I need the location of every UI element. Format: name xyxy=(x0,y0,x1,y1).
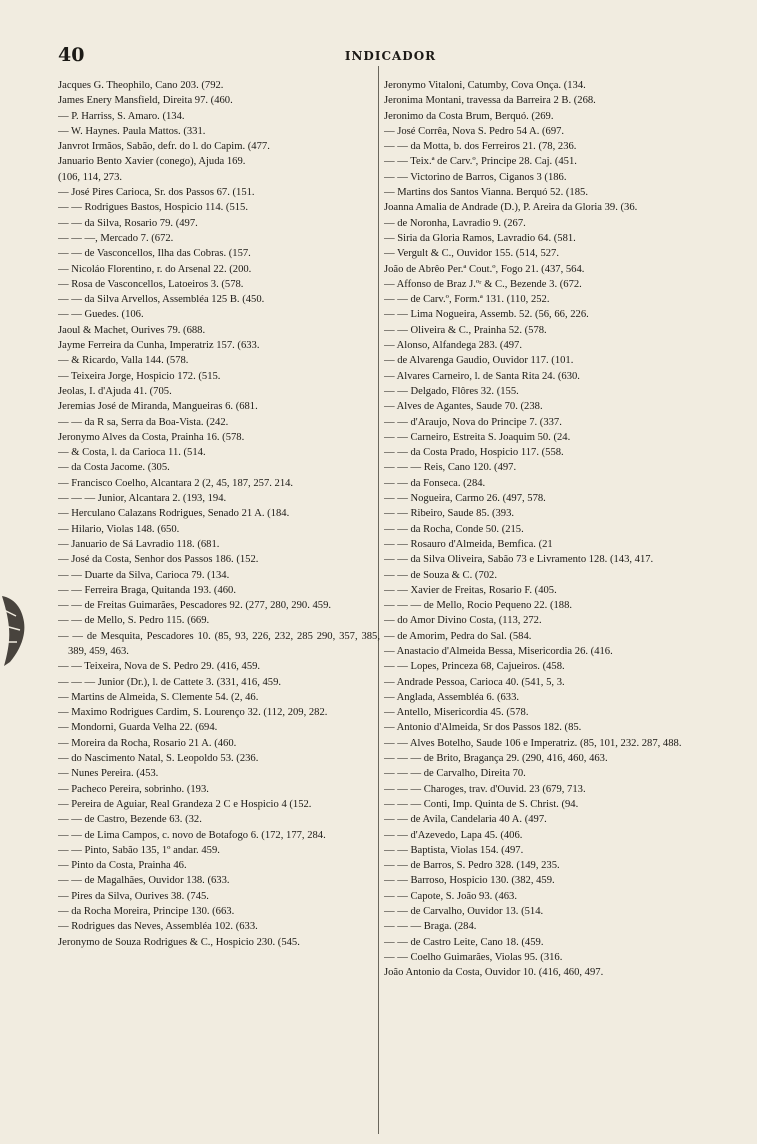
directory-entry: Jacques G. Theophilo, Cano 203. (792. xyxy=(58,80,224,91)
directory-entry: Jeronymo Alves da Costa, Prainha 16. (578. xyxy=(58,431,245,443)
directory-entry: Janvrot Irmãos, Sabão, defr. do l. do Capim. (477. xyxy=(58,141,270,153)
directory-entry: — Siria da Gloria Ramos, Lavradio 64. (581. xyxy=(384,232,576,244)
directory-entry: — Rodrigues das Neves, Assembléa 102. (633. xyxy=(58,921,258,933)
directory-entry: — — Oliveira & C., Prainha 52. (578. xyxy=(384,324,547,336)
directory-entry: Jeronima Montani, travessa da Barreira 2 B. (268. xyxy=(384,95,596,107)
directory-entry: — — de Castro Leite, Cano 18. (459. xyxy=(384,936,544,948)
directory-entry: — Martins de Almeida, S. Clemente 54. (2, 46. xyxy=(58,691,259,703)
directory-entry: — — — de Mello, Rocio Pequeno 22. (188. xyxy=(384,600,573,612)
directory-entry: — — da Silva, Rosario 79. (497. xyxy=(58,217,198,229)
directory-entry: — — de Barros, S. Pedro 328. (149, 235. xyxy=(384,860,560,872)
page-header xyxy=(58,44,723,66)
directory-entry: Januario Bento Xavier (conego), Ajuda 169. xyxy=(58,156,246,168)
directory-entry: Jeronymo de Souza Rodrigues & C., Hospicio 230. (545. xyxy=(58,936,300,948)
directory-entry: — — Nogueira, Carmo 26. (497, 578. xyxy=(384,493,546,505)
directory-entry: João de Abrêo Per.ª Cout.º, Fogo 21. (437, 564. xyxy=(384,263,585,275)
directory-entry: — & Costa, l. da Carioca 11. (514. xyxy=(58,447,206,459)
directory-entry: — — — Junior (Dr.), l. de Cattete 3. (331, 416, 459. xyxy=(58,676,282,688)
right-column xyxy=(384,78,712,981)
directory-entry: — — de Castro, Bezende 63. (32. xyxy=(58,814,202,826)
directory-entry: — Nunes Pereira. (453. xyxy=(58,768,159,780)
directory-entry: — Andrade Pessoa, Carioca 40. (541, 5, 3. xyxy=(384,676,565,688)
directory-entry: — — de Carvalho, Ouvidor 13. (514. xyxy=(384,906,544,918)
directory-entry: — de Amorim, Pedra do Sal. (584. xyxy=(384,630,532,642)
directory-entry: — Teixeira Jorge, Hospicio 172. (515. xyxy=(58,370,221,382)
directory-entry: — Affonso de Braz J.ºʳ & C., Bezende 3. (672. xyxy=(384,278,582,290)
directory-entry: — — — Charoges, trav. d'Ouvid. 23 (679, 713. xyxy=(384,783,586,795)
directory-entry: — Pinto da Costa, Prainha 46. xyxy=(58,860,187,872)
directory-entry: James Enery Mansfield, Direita 97. (460. xyxy=(58,95,233,107)
directory-entry: — Mondorni, Guarda Velha 22. (694. xyxy=(58,722,218,734)
directory-entry: — Antonio d'Almeida, Sr dos Passos 182. (85. xyxy=(384,722,582,734)
directory-entry: — — de Vasconcellos, Ilha das Cobras. (157. xyxy=(58,248,251,260)
directory-entry: — — Guedes. (106. xyxy=(58,309,144,321)
directory-entry: Joanna Amalia de Andrade (D.), P. Areira da Gloria 39. (36. xyxy=(384,202,638,214)
directory-entry: — — Teix.ª de Carv.º, Principe 28. Caj. (451. xyxy=(384,156,577,168)
directory-entry: — — da R sa, Serra da Boa-Vista. (242. xyxy=(58,416,229,428)
directory-entry: — Vergult & C., Ouvidor 155. (514, 527. xyxy=(384,248,559,260)
directory-entry: (106, 114, 273. xyxy=(58,171,123,183)
directory-entry: — — Lopes, Princeza 68, Cajueiros. (458. xyxy=(384,661,565,673)
directory-entry: — de Alvarenga Gaudio, Ouvidor 117. (101. xyxy=(384,355,574,367)
directory-entry: — — Delgado, Flôres 32. (155. xyxy=(384,385,519,397)
directory-entry: — — — Junior, Alcantara 2. (193, 194. xyxy=(58,493,227,505)
directory-entry: — Alvares Carneiro, l. de Santa Rita 24. (630. xyxy=(384,370,580,382)
directory-entry: — Anglada, Assembléa 6. (633. xyxy=(384,691,520,703)
directory-entry: — — Rosauro d'Almeida, Bemfica. (21 xyxy=(384,538,553,550)
directory-entry: — — Ferreira Braga, Quitanda 193. (460. xyxy=(58,584,236,596)
directory-entry: — — da Silva Arvellos, Assembléa 125 B. (450. xyxy=(58,294,265,306)
directory-entry: — de Noronha, Lavradio 9. (267. xyxy=(384,217,526,229)
directory-entry: — — da Costa Prado, Hospicio 117. (558. xyxy=(384,447,564,459)
directory-entry: — Januario de Sá Lavradio 118. (681. xyxy=(58,538,220,550)
directory-entry: — & Ricardo, Valla 144. (578. xyxy=(58,355,189,367)
directory-entry: — — Lima Nogueira, Assemb. 52. (56, 66, 226. xyxy=(384,309,589,321)
directory-entry: — — de Mello, S. Pedro 115. (669. xyxy=(58,615,210,627)
directory-entry: — — Pinto, Sabão 135, 1º andar. 459. xyxy=(58,844,220,856)
running-title: INDICADOR xyxy=(344,49,437,63)
directory-entry: — — de Freitas Guimarães, Pescadores 92. (277, 280, 290. 459. xyxy=(58,600,332,612)
directory-entry: — José da Costa, Senhor dos Passos 186. (152. xyxy=(58,554,259,566)
directory-entry: — W. Haynes. Paula Mattos. (331. xyxy=(58,125,206,137)
directory-entry: — — de Magalhães, Ouvidor 138. (633. xyxy=(58,875,230,887)
directory-entry: — — —, Mercado 7. (672. xyxy=(58,232,174,244)
directory-entry: — — — de Brito, Bragança 29. (290, 416, 460, 463. xyxy=(384,753,608,765)
directory-entry: — — Baptista, Violas 154. (497. xyxy=(384,844,524,856)
margin-ink-mark xyxy=(0,590,30,670)
directory-entry: — P. Harriss, S. Amaro. (134. xyxy=(58,110,185,122)
directory-entry: João Antonio da Costa, Ouvidor 10. (416, 460, 497. xyxy=(384,967,604,979)
directory-entry: — do Amor Divino Costa, (113, 272. xyxy=(384,615,542,627)
directory-entry: Jayme Ferreira da Cunha, Imperatriz 157. (633. xyxy=(58,340,260,352)
directory-entry: — do Nascimento Natal, S. Leopoldo 53. (236. xyxy=(58,753,259,765)
directory-entry: — Martins dos Santos Vianna. Berquó 52. (185. xyxy=(384,187,588,199)
directory-entry: — — d'Azevedo, Lapa 45. (406. xyxy=(384,829,523,841)
directory-entry: — da Rocha Moreira, Principe 130. (663. xyxy=(58,906,235,918)
directory-entry: Jeronimo da Costa Brum, Berquó. (269. xyxy=(384,110,554,122)
directory-entry: — — Alves Botelho, Saude 106 e Imperatriz. (85, 101, 232. 287, 488. xyxy=(384,737,682,749)
directory-entry: — — Teixeira, Nova de S. Pedro 29. (416, 459. xyxy=(58,661,261,673)
directory-entry: — — de Avila, Candelaria 40 A. (497. xyxy=(384,814,547,826)
directory-entry: Jaoul & Machet, Ourives 79. (688. xyxy=(58,324,206,336)
directory-entry: — — da Fonseca. (284. xyxy=(384,477,486,489)
directory-entry: — da Costa Jacome. (305. xyxy=(58,462,170,474)
left-column xyxy=(58,78,380,950)
directory-entry: — — Rodrigues Bastos, Hospicio 114. (515. xyxy=(58,202,248,214)
directory-entry: — — Xavier de Freitas, Rosario F. (405. xyxy=(384,584,557,596)
directory-entry: — — de Souza & C. (702. xyxy=(384,569,497,581)
directory-entry: — — Duarte da Silva, Carioca 79. (134. xyxy=(58,569,230,581)
directory-entry: — — de Carv.º, Form.ª 131. (110, 252. xyxy=(384,294,550,306)
directory-entry: — Pires da Silva, Ourives 38. (745. xyxy=(58,890,209,902)
directory-entry: — Alves de Agantes, Saude 70. (238. xyxy=(384,401,543,413)
directory-entry: — Herculano Calazans Rodrigues, Senado 21 A. (184. xyxy=(58,508,290,520)
directory-entry: — Maximo Rodrigues Cardim, S. Lourenço 32. (112, 209, 282. xyxy=(58,707,328,719)
directory-entry: — Nicoláo Florentino, r. do Arsenal 22. (200. xyxy=(58,263,252,275)
directory-entry: — — da Silva Oliveira, Sabão 73 e Livramento 128. (143, 417. xyxy=(384,554,654,566)
directory-entry: — Pacheco Pereira, sobrinho. (193. xyxy=(58,783,209,795)
directory-entry: — Alonso, Alfandega 283. (497. xyxy=(384,340,522,352)
directory-entry: — — d'Araujo, Nova do Principe 7. (337. xyxy=(384,416,562,428)
directory-entry: — — — Conti, Imp. Quinta de S. Christ. (94. xyxy=(384,798,579,810)
directory-entry: — — Ribeiro, Saude 85. (393. xyxy=(384,508,515,520)
directory-entry: — — da Rocha, Conde 50. (215. xyxy=(384,523,524,535)
directory-entry: — Hilario, Violas 148. (650. xyxy=(58,523,180,535)
directory-entry: — José Pires Carioca, Sr. dos Passos 67. (151. xyxy=(58,187,255,199)
directory-entry: Jeremias José de Miranda, Mangueiras 6. (681. xyxy=(58,401,258,413)
directory-entry: — — — Braga. (284. xyxy=(384,921,477,933)
directory-entry: Jeolas, I. d'Ajuda 41. (705. xyxy=(58,385,172,397)
directory-entry: — — de Lima Campos, c. novo de Botafogo 6. (172, 177, 284. xyxy=(58,829,326,841)
directory-entry: — — Victorino de Barros, Ciganos 3 (186. xyxy=(384,171,567,183)
directory-entry: — Rosa de Vasconcellos, Latoeiros 3. (578. xyxy=(58,278,244,290)
directory-entry: — Moreira da Rocha, Rosario 21 A. (460. xyxy=(58,737,237,749)
page-number: 40 xyxy=(58,44,85,66)
directory-entry: — — da Motta, b. dos Ferreiros 21. (78, 236. xyxy=(384,141,577,153)
directory-entry: — — Carneiro, Estreita S. Joaquim 50. (24. xyxy=(384,431,571,443)
directory-entry: Jeronymo Vitaloni, Catumby, Cova Onça. (134. xyxy=(384,80,586,91)
directory-entry: — Antello, Misericordia 45. (578. xyxy=(384,707,529,719)
directory-entry: — — Barroso, Hospicio 130. (382, 459. xyxy=(384,875,555,887)
directory-entry: — — de Mesquita, Pescadores 10. (85, 93, 226, 232, 285 290, 357, 385, 389, 459, 463. xyxy=(58,630,380,657)
directory-entry: — — — Reis, Cano 120. (497. xyxy=(384,462,517,474)
directory-entry: — Pereira de Aguiar, Real Grandeza 2 C e Hospicio 4 (152. xyxy=(58,798,312,810)
directory-entry: — — — de Carvalho, Direita 70. xyxy=(384,768,526,780)
directory-entry: — José Corrêa, Nova S. Pedro 54 A. (697. xyxy=(384,125,565,137)
directory-entry: — Anastacio d'Almeida Bessa, Misericordia 26. (416. xyxy=(384,645,613,657)
directory-entry: — Francisco Coelho, Alcantara 2 (2, 45, 187, 257. 214. xyxy=(58,477,294,489)
directory-entry: — — Capote, S. João 93. (463. xyxy=(384,890,518,902)
directory-entry: — — Coelho Guimarães, Violas 95. (316. xyxy=(384,951,563,963)
